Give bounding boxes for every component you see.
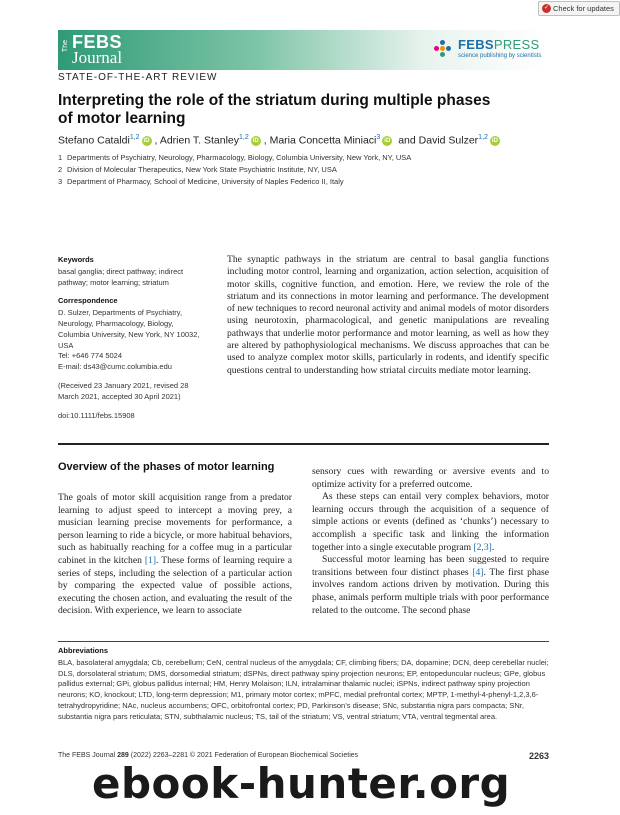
febs-press-logo[interactable] [432, 36, 542, 66]
correspondence-block [58, 296, 208, 373]
abbreviations-text: BLA, basolateral amygdala; Cb, cerebellum; CeN, central nucleus of the amygdala; CF, climbing fibers; DA, dopamine; DCN, deep cerebellar nuclei; DLS, dorsolateral striatum; DMS, dorsomedial striatum; dSPNs, direct pathway spiny projection neurons; EP, entopeduncular nucleus; GPe, globus pallidus external; GPi, globus pallidus internal; HM, Henry Molaison; ILN, intralaminar thalamic nuclei; iSPNs, indirect pathway spiny projection neurons; KO, knockout; LTD, long-term depression; M1, primary motor cortex; mPFC, medial prefrontal cortex; MPTP, 1-methyl-4-phenyl-1,2,3,6-tetrahydropyridine; NAc, nucleus accumbens; OFC, orbitofrontal cortex; PD, Parkinson’s disease; SNc, substantia nigra pars compacta; SNr, substantia nigra pars reticulata; STN, subthalamic nucleus; TS, tail of the striatum; VS, ventral striatum; VTA, ventral tegmental area. [58, 657, 549, 721]
author-name[interactable]: Adrien T. Stanley [159, 134, 239, 147]
logo-the: The [62, 40, 69, 53]
orcid-icon[interactable]: iD [384, 137, 391, 144]
page-footer [58, 752, 549, 759]
logo-febs: FEBS [72, 32, 123, 52]
article-sidebar [58, 255, 208, 429]
author-affiliation: 1,2 [239, 134, 249, 141]
author-affiliation: 1,2 [129, 134, 140, 141]
febs-press-dots-icon [432, 38, 454, 60]
watermark-text: ebook-hunter.org [92, 759, 511, 808]
author-list [58, 131, 558, 148]
author-affiliation: 1,2 [478, 134, 488, 141]
footer-copyright: (2022) 2263–2281 © 2021 Federation of European Biochemical Societies [128, 752, 359, 759]
author-separator: and [395, 134, 419, 147]
affiliations [58, 152, 538, 188]
correspondence-line: Neurology, Pharmacology, Biology, [58, 318, 174, 328]
doi-link[interactable]: doi:10.1111/febs.15908 [58, 410, 135, 420]
body-column-right [312, 466, 549, 617]
crossmark-icon: ✓ [543, 5, 550, 11]
abstract-text: The synaptic pathways in the striatum are central to basal ganglia functions including motor control, learning and organization, action selection, acquisition of motor skills, cognitive function, and emotion. Here, we review the role of the striatum and its connections in motor learning and performance. The development of new techniques to record neuronal activity and animal models of motor disorders using neurotoxin, pharmacological, and genetic manipulations are revealing pathways that underlie motor performance and motor learning, as well as how they are altered by pathophysiological mechanisms. We discuss approaches that can be used to analyze complex motor skills, particularly in rodents, and identify specific questions central to understanding how striatal circuits mediate motor learning. [227, 254, 549, 376]
article-title: Interpreting the role of the striatum during multiple phases of motor learning [58, 92, 491, 127]
citation-link[interactable]: [1] [144, 554, 157, 566]
affiliation-item: 2 Division of Molecular Therapeutics, New York State Psychiatric Institute, NY, USA [58, 165, 337, 174]
correspondence-line: Columbia University, New York, NY 10032, [58, 329, 200, 339]
affiliation-item: 1 Departments of Psychiatry, Neurology, Pharmacology, Biology, Columbia University, New York, NY, USA [58, 153, 412, 162]
author-name[interactable]: Maria Concetta Miniaci [269, 134, 377, 147]
footer-volume: 289 [117, 752, 129, 759]
press-tagline: science publishing by scientists [458, 53, 542, 59]
author-affiliation: 3 [376, 134, 381, 141]
received-dates: (Received 23 January 2021, revised 28 March 2021, accepted 30 April 2021) [58, 380, 189, 401]
logo-journal: Journal [72, 48, 123, 67]
footer-journal: The FEBS Journal [58, 752, 118, 759]
body-paragraph: As these steps can entail very complex behaviors, motor learning occurs through the acquisition of a sequence of simple actions or events (defined as ‘chunks’) necessary to accomplish a specific task and linking the information together into a single executable program [2,3]. [312, 491, 549, 553]
affiliation-item: 3 Department of Pharmacy, School of Medicine, University of Naples Federico II, Italy [58, 177, 344, 186]
keywords-block [58, 255, 208, 288]
orcid-icon[interactable]: iD [491, 137, 498, 144]
check-for-updates-button[interactable] [538, 1, 620, 16]
abbreviations-block [58, 646, 549, 723]
orcid-icon[interactable]: iD [143, 137, 150, 144]
body-paragraph: sensory cues with rewarding or aversive events and to optimize activity for a preferred outcome. [312, 466, 549, 490]
correspondence-line: D. Sulzer, Departments of Psychiatry, [58, 308, 183, 318]
author-separator: , [154, 134, 160, 147]
press-name: FEBSPRESS [458, 37, 540, 52]
author-name[interactable]: Stefano Cataldi [58, 134, 130, 147]
page-number: 2263 [528, 751, 549, 761]
body-paragraph: Successful motor learning has been suggested to require transitions between four distinct phases [4]. The first phase involves random actions driven by motivation. During this phase, animals perform multiple trials with poor performance related to the outcome. The second phase [312, 554, 550, 616]
correspondence-line: USA [58, 340, 74, 350]
section-heading: Overview of the phases of motor learning [58, 461, 275, 473]
keywords-text: basal ganglia; direct pathway; indirect pathway; motor learning; striatum [58, 266, 184, 287]
correspondence-email[interactable]: E-mail: ds43@cumc.columbia.edu [58, 362, 172, 372]
author-name[interactable]: David Sulzer [418, 134, 479, 147]
correspondence-heading: Correspondence [58, 296, 118, 306]
abbreviations-heading: Abbreviations [58, 646, 109, 655]
citation-link[interactable]: [2,3] [473, 541, 492, 553]
correspondence-line: Tel: +646 774 5024 [58, 351, 123, 361]
author-separator: , [263, 134, 270, 147]
keywords-heading: Keywords [58, 255, 94, 264]
article-type: STATE-OF-THE-ART REVIEW [58, 72, 218, 83]
check-updates-label: Check for updates [553, 4, 614, 13]
abbreviations-divider [58, 641, 549, 642]
section-divider [58, 443, 549, 445]
citation-link[interactable]: [4] [472, 566, 484, 578]
body-paragraph: The goals of motor skill acquisition range from a predator learning to adjust speed to intercept a moving prey, a musician learning precise movements for performance, a person learning to ride a bicycle, or more habitual behaviors, such as habitually reaching for a coffee mug in a particular cabinet in the kitchen [1]. These forms of learning require a series of steps, including the selection of a particular action by comparing the expected value of possible actions, executing the chosen action, and evaluating the result of the decision. With experience, we learn to associate [58, 492, 292, 617]
orcid-icon[interactable]: iD [252, 137, 259, 144]
body-column-left [58, 492, 292, 618]
